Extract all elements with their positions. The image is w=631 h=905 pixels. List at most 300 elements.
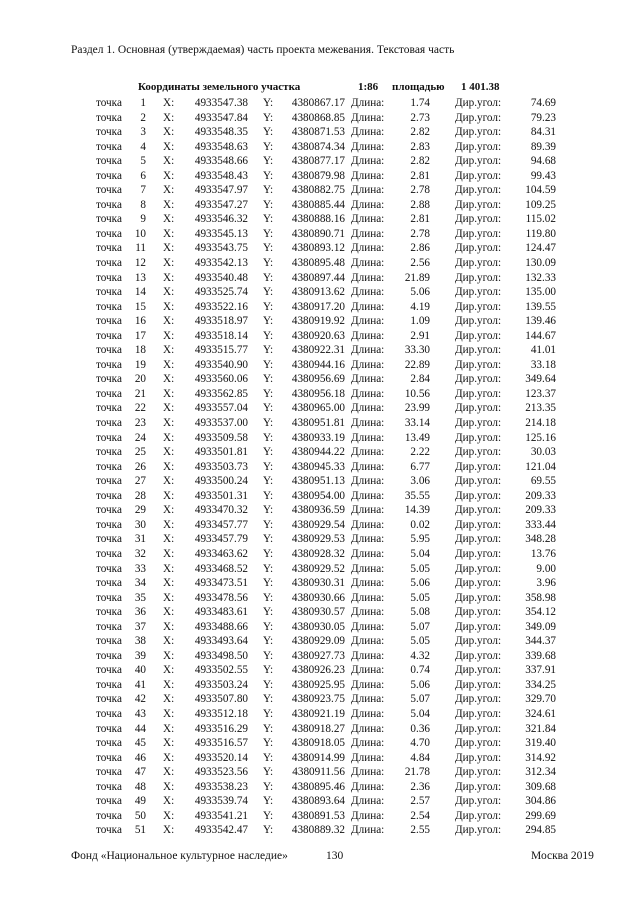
y-label: Y:: [263, 606, 274, 619]
length-value: 2.91: [410, 329, 430, 342]
angle-label: Дир.угол:: [455, 387, 502, 400]
y-value: 4380944.16: [291, 358, 345, 371]
area-value: 1 401.38: [461, 81, 500, 93]
length-value: 2.86: [410, 242, 430, 255]
y-value: 4380895.48: [291, 257, 345, 270]
length-label: Длина:: [351, 402, 385, 415]
y-value: 4380929.54: [291, 518, 345, 531]
length-value: 5.04: [410, 707, 430, 720]
y-label: Y:: [263, 358, 274, 371]
x-label: X:: [163, 751, 175, 764]
y-value: 4380954.00: [291, 489, 345, 502]
table-row: [0, 183, 631, 198]
length-label: Длина:: [351, 155, 385, 168]
point-label: точка: [96, 417, 122, 430]
x-label: X:: [163, 257, 175, 270]
angle-label: Дир.угол:: [455, 780, 502, 793]
x-value: 4933518.97: [194, 315, 248, 328]
angle-label: Дир.угол:: [455, 766, 502, 779]
x-label: X:: [163, 780, 175, 793]
y-label: Y:: [263, 387, 274, 400]
angle-value: 130.09: [525, 257, 556, 270]
point-label: точка: [96, 111, 122, 124]
angle-label: Дир.угол:: [455, 227, 502, 240]
x-value: 4933507.80: [194, 693, 248, 706]
point-label: точка: [96, 184, 122, 197]
point-number: 42: [134, 693, 146, 706]
y-label: Y:: [263, 780, 274, 793]
point-label: точка: [96, 620, 122, 633]
x-label: X:: [163, 358, 175, 371]
angle-label: Дир.угол:: [455, 329, 502, 342]
point-label: точка: [96, 373, 122, 386]
x-label: X:: [163, 329, 175, 342]
point-label: точка: [96, 795, 122, 808]
point-number: 12: [134, 257, 146, 270]
angle-value: 121.04: [525, 460, 556, 473]
length-value: 10.56: [404, 387, 430, 400]
length-value: 5.05: [410, 591, 430, 604]
x-label: X:: [163, 460, 175, 473]
point-number: 29: [134, 504, 146, 517]
length-value: 4.84: [410, 751, 430, 764]
angle-label: Дир.угол:: [455, 664, 502, 677]
point-label: точка: [96, 198, 122, 211]
angle-label: Дир.угол:: [455, 824, 502, 837]
y-value: 4380921.19: [291, 707, 345, 720]
length-value: 0.02: [410, 518, 430, 531]
point-number: 33: [134, 562, 146, 575]
length-label: Длина:: [351, 169, 385, 182]
x-value: 4933520.14: [194, 751, 248, 764]
x-value: 4933537.00: [194, 417, 248, 430]
angle-value: 319.40: [525, 737, 556, 750]
point-number: 13: [134, 271, 146, 284]
angle-label: Дир.угол:: [455, 169, 502, 182]
y-label: Y:: [263, 824, 274, 837]
x-value: 4933515.77: [194, 344, 248, 357]
x-label: X:: [163, 620, 175, 633]
angle-value: 304.86: [525, 795, 556, 808]
point-label: точка: [96, 140, 122, 153]
length-value: 2.56: [410, 257, 430, 270]
angle-value: 123.37: [525, 387, 556, 400]
x-label: X:: [163, 315, 175, 328]
y-value: 4380919.92: [291, 315, 345, 328]
point-label: точка: [96, 547, 122, 560]
y-label: Y:: [263, 533, 274, 546]
point-label: точка: [96, 300, 122, 313]
point-number: 18: [134, 344, 146, 357]
x-value: 4933548.66: [194, 155, 248, 168]
y-value: 4380879.98: [291, 169, 345, 182]
y-value: 4380929.09: [291, 635, 345, 648]
length-label: Длина:: [351, 417, 385, 430]
point-number: 48: [134, 780, 146, 793]
length-value: 1.74: [410, 97, 430, 109]
length-label: Длина:: [351, 577, 385, 590]
table-row: [0, 329, 631, 344]
point-label: точка: [96, 257, 122, 270]
x-value: 4933512.18: [194, 707, 248, 720]
table-row: [0, 212, 631, 227]
length-label: Длина:: [351, 271, 385, 284]
y-value: 4380944.22: [291, 446, 345, 459]
y-label: Y:: [263, 155, 274, 168]
angle-label: Дир.угол:: [455, 795, 502, 808]
x-value: 4933473.51: [194, 577, 248, 590]
length-value: 13.49: [404, 431, 430, 444]
table-row: [0, 532, 631, 547]
x-label: X:: [163, 693, 175, 706]
angle-label: Дир.угол:: [455, 533, 502, 546]
length-value: 33.14: [404, 417, 430, 430]
x-value: 4933560.06: [194, 373, 248, 386]
y-label: Y:: [263, 518, 274, 531]
x-label: X:: [163, 402, 175, 415]
angle-label: Дир.угол:: [455, 111, 502, 124]
y-value: 4380911.56: [292, 766, 345, 779]
angle-value: 299.69: [525, 809, 556, 822]
table-row: [0, 96, 631, 111]
point-label: точка: [96, 766, 122, 779]
point-number: 47: [134, 766, 146, 779]
point-label: точка: [96, 431, 122, 444]
length-label: Длина:: [351, 227, 385, 240]
point-number: 10: [134, 227, 146, 240]
length-label: Длина:: [351, 795, 385, 808]
angle-value: 294.85: [525, 824, 556, 837]
length-value: 2.78: [410, 227, 430, 240]
x-label: X:: [163, 126, 175, 139]
point-label: точка: [96, 213, 122, 226]
length-label: Длина:: [351, 257, 385, 270]
x-value: 4933546.32: [194, 213, 248, 226]
angle-value: 139.55: [525, 300, 556, 313]
point-number: 27: [134, 475, 146, 488]
length-value: 5.07: [410, 620, 430, 633]
point-label: точка: [96, 809, 122, 822]
y-value: 4380945.33: [291, 460, 345, 473]
length-value: 2.54: [410, 809, 430, 822]
length-label: Длина:: [351, 649, 385, 662]
x-label: X:: [163, 198, 175, 211]
y-label: Y:: [263, 664, 274, 677]
point-number: 39: [134, 649, 146, 662]
angle-value: 339.68: [525, 649, 556, 662]
point-label: точка: [96, 577, 122, 590]
length-label: Длина:: [351, 693, 385, 706]
length-label: Длина:: [351, 504, 385, 517]
x-label: X:: [163, 155, 175, 168]
x-label: X:: [163, 242, 175, 255]
point-label: точка: [96, 489, 122, 502]
point-number: 14: [134, 286, 146, 299]
angle-value: 314.92: [525, 751, 556, 764]
length-label: Длина:: [351, 722, 385, 735]
length-label: Длина:: [351, 824, 385, 837]
point-label: точка: [96, 751, 122, 764]
x-value: 4933545.13: [194, 227, 248, 240]
angle-value: 115.02: [525, 213, 556, 226]
angle-label: Дир.угол:: [455, 547, 502, 560]
angle-value: 214.18: [525, 417, 556, 430]
point-number: 34: [134, 577, 146, 590]
footer-city-year: Москва 2019: [531, 850, 594, 862]
point-label: точка: [96, 227, 122, 240]
x-value: 4933488.66: [194, 620, 248, 633]
x-label: X:: [163, 504, 175, 517]
table-row: [0, 649, 631, 664]
length-value: 14.39: [404, 504, 430, 517]
x-label: X:: [163, 707, 175, 720]
point-number: 11: [135, 242, 146, 255]
angle-label: Дир.угол:: [455, 184, 502, 197]
point-number: 32: [134, 547, 146, 560]
y-value: 4380914.99: [291, 751, 345, 764]
y-value: 4380956.69: [291, 373, 345, 386]
table-row: [0, 416, 631, 431]
point-label: точка: [96, 693, 122, 706]
table-row: [0, 518, 631, 533]
x-value: 4933522.16: [194, 300, 248, 313]
x-label: X:: [163, 286, 175, 299]
length-value: 23.99: [404, 402, 430, 415]
x-label: X:: [163, 824, 175, 837]
y-value: 4380928.32: [291, 547, 345, 560]
point-label: точка: [96, 824, 122, 837]
point-label: точка: [96, 649, 122, 662]
y-label: Y:: [263, 169, 274, 182]
angle-value: 333.44: [525, 518, 556, 531]
point-number: 6: [140, 169, 146, 182]
table-row: [0, 562, 631, 577]
length-value: 4.70: [410, 737, 430, 750]
y-value: 4380933.19: [291, 431, 345, 444]
point-label: точка: [96, 606, 122, 619]
length-value: 2.84: [410, 373, 430, 386]
x-value: 4933547.97: [194, 184, 248, 197]
angle-label: Дир.угол:: [455, 649, 502, 662]
point-label: точка: [96, 737, 122, 750]
point-number: 28: [134, 489, 146, 502]
point-number: 9: [140, 213, 146, 226]
y-label: Y:: [263, 693, 274, 706]
x-label: X:: [163, 533, 175, 546]
length-value: 2.81: [410, 169, 430, 182]
angle-label: Дир.угол:: [455, 737, 502, 750]
length-label: Длина:: [351, 518, 385, 531]
table-row: [0, 474, 631, 489]
y-label: Y:: [263, 344, 274, 357]
table-row: [0, 707, 631, 722]
y-label: Y:: [263, 227, 274, 240]
point-number: 15: [134, 300, 146, 313]
y-value: 4380874.34: [291, 140, 345, 153]
y-value: 4380895.46: [291, 780, 345, 793]
point-number: 37: [134, 620, 146, 633]
y-label: Y:: [263, 809, 274, 822]
x-label: X:: [163, 213, 175, 226]
length-label: Длина:: [351, 315, 385, 328]
table-row: [0, 271, 631, 286]
angle-value: 94.68: [530, 155, 556, 168]
angle-label: Дир.угол:: [455, 518, 502, 531]
y-label: Y:: [263, 184, 274, 197]
point-label: точка: [96, 475, 122, 488]
x-value: 4933543.75: [194, 242, 248, 255]
length-label: Длина:: [351, 591, 385, 604]
angle-label: Дир.угол:: [455, 635, 502, 648]
point-label: точка: [96, 97, 122, 109]
y-value: 4380923.75: [291, 693, 345, 706]
y-label: Y:: [263, 489, 274, 502]
angle-value: 99.43: [530, 169, 556, 182]
coordinates-table: [0, 96, 631, 838]
angle-value: 144.67: [525, 329, 556, 342]
y-value: 4380913.62: [291, 286, 345, 299]
y-label: Y:: [263, 795, 274, 808]
y-label: Y:: [263, 213, 274, 226]
angle-value: 312.34: [525, 766, 556, 779]
x-label: X:: [163, 737, 175, 750]
y-label: Y:: [263, 402, 274, 415]
angle-label: Дир.угол:: [455, 678, 502, 691]
angle-label: Дир.угол:: [455, 751, 502, 764]
point-label: точка: [96, 446, 122, 459]
angle-label: Дир.угол:: [455, 489, 502, 502]
length-value: 2.82: [410, 155, 430, 168]
point-label: точка: [96, 271, 122, 284]
y-value: 4380918.05: [291, 737, 345, 750]
length-value: 21.78: [404, 766, 430, 779]
x-label: X:: [163, 489, 175, 502]
table-row: [0, 765, 631, 780]
point-number: 26: [134, 460, 146, 473]
table-row: [0, 431, 631, 446]
point-number: 8: [140, 198, 146, 211]
y-value: 4380885.44: [291, 198, 345, 211]
point-label: точка: [96, 126, 122, 139]
angle-label: Дир.угол:: [455, 140, 502, 153]
table-row: [0, 227, 631, 242]
length-label: Длина:: [351, 300, 385, 313]
x-label: X:: [163, 547, 175, 560]
y-label: Y:: [263, 126, 274, 139]
angle-label: Дир.угол:: [455, 286, 502, 299]
angle-label: Дир.угол:: [455, 577, 502, 590]
point-number: 50: [134, 809, 146, 822]
y-value: 4380897.44: [291, 271, 345, 284]
angle-value: 349.64: [525, 373, 556, 386]
point-label: точка: [96, 591, 122, 604]
x-label: X:: [163, 635, 175, 648]
angle-label: Дир.угол:: [455, 504, 502, 517]
x-value: 4933498.50: [194, 649, 248, 662]
y-value: 4380920.63: [291, 329, 345, 342]
length-label: Длина:: [351, 635, 385, 648]
length-label: Длина:: [351, 242, 385, 255]
x-value: 4933547.27: [194, 198, 248, 211]
y-label: Y:: [263, 242, 274, 255]
y-label: Y:: [263, 635, 274, 648]
y-label: Y:: [263, 751, 274, 764]
x-label: X:: [163, 475, 175, 488]
point-number: 49: [134, 795, 146, 808]
x-value: 4933557.04: [194, 402, 248, 415]
angle-value: 324.61: [525, 707, 556, 720]
length-value: 5.04: [410, 547, 430, 560]
angle-value: 104.59: [525, 184, 556, 197]
point-number: 20: [134, 373, 146, 386]
point-number: 25: [134, 446, 146, 459]
length-label: Длина:: [351, 533, 385, 546]
point-label: точка: [96, 344, 122, 357]
table-row: [0, 285, 631, 300]
point-number: 40: [134, 664, 146, 677]
x-label: X:: [163, 184, 175, 197]
y-label: Y:: [263, 504, 274, 517]
table-row: [0, 343, 631, 358]
angle-value: 349.09: [525, 620, 556, 633]
angle-value: 358.98: [525, 591, 556, 604]
x-value: 4933538.23: [194, 780, 248, 793]
y-label: Y:: [263, 620, 274, 633]
table-row: [0, 401, 631, 416]
table-row: [0, 445, 631, 460]
length-value: 2.81: [410, 213, 430, 226]
angle-value: 309.68: [525, 780, 556, 793]
section-title: Раздел 1. Основная (утверждаемая) часть проекта межевания. Текстовая часть: [71, 44, 455, 56]
x-label: X:: [163, 140, 175, 153]
angle-value: 337.91: [525, 664, 556, 677]
length-value: 2.82: [410, 126, 430, 139]
point-number: 5: [140, 155, 146, 168]
x-label: X:: [163, 795, 175, 808]
length-label: Длина:: [351, 97, 385, 109]
y-value: 4380893.64: [291, 795, 345, 808]
point-label: точка: [96, 518, 122, 531]
angle-label: Дир.угол:: [455, 417, 502, 430]
table-row: [0, 605, 631, 620]
point-label: точка: [96, 242, 122, 255]
area-label: площадью: [392, 81, 445, 93]
table-row: [0, 576, 631, 591]
x-label: X:: [163, 591, 175, 604]
length-value: 0.36: [410, 722, 430, 735]
point-number: 30: [134, 518, 146, 531]
y-label: Y:: [263, 766, 274, 779]
x-value: 4933470.32: [194, 504, 248, 517]
length-value: 3.06: [410, 475, 430, 488]
length-label: Длина:: [351, 766, 385, 779]
x-value: 4933509.58: [194, 431, 248, 444]
angle-value: 132.33: [525, 271, 556, 284]
length-label: Длина:: [351, 373, 385, 386]
point-label: точка: [96, 358, 122, 371]
length-value: 6.77: [410, 460, 430, 473]
x-value: 4933523.56: [194, 766, 248, 779]
point-number: 2: [140, 111, 146, 124]
y-label: Y:: [263, 271, 274, 284]
x-value: 4933541.21: [194, 809, 248, 822]
table-row: [0, 154, 631, 169]
y-value: 4380926.23: [291, 664, 345, 677]
length-label: Длина:: [351, 737, 385, 750]
x-label: X:: [163, 664, 175, 677]
x-label: X:: [163, 373, 175, 386]
length-value: 5.05: [410, 562, 430, 575]
